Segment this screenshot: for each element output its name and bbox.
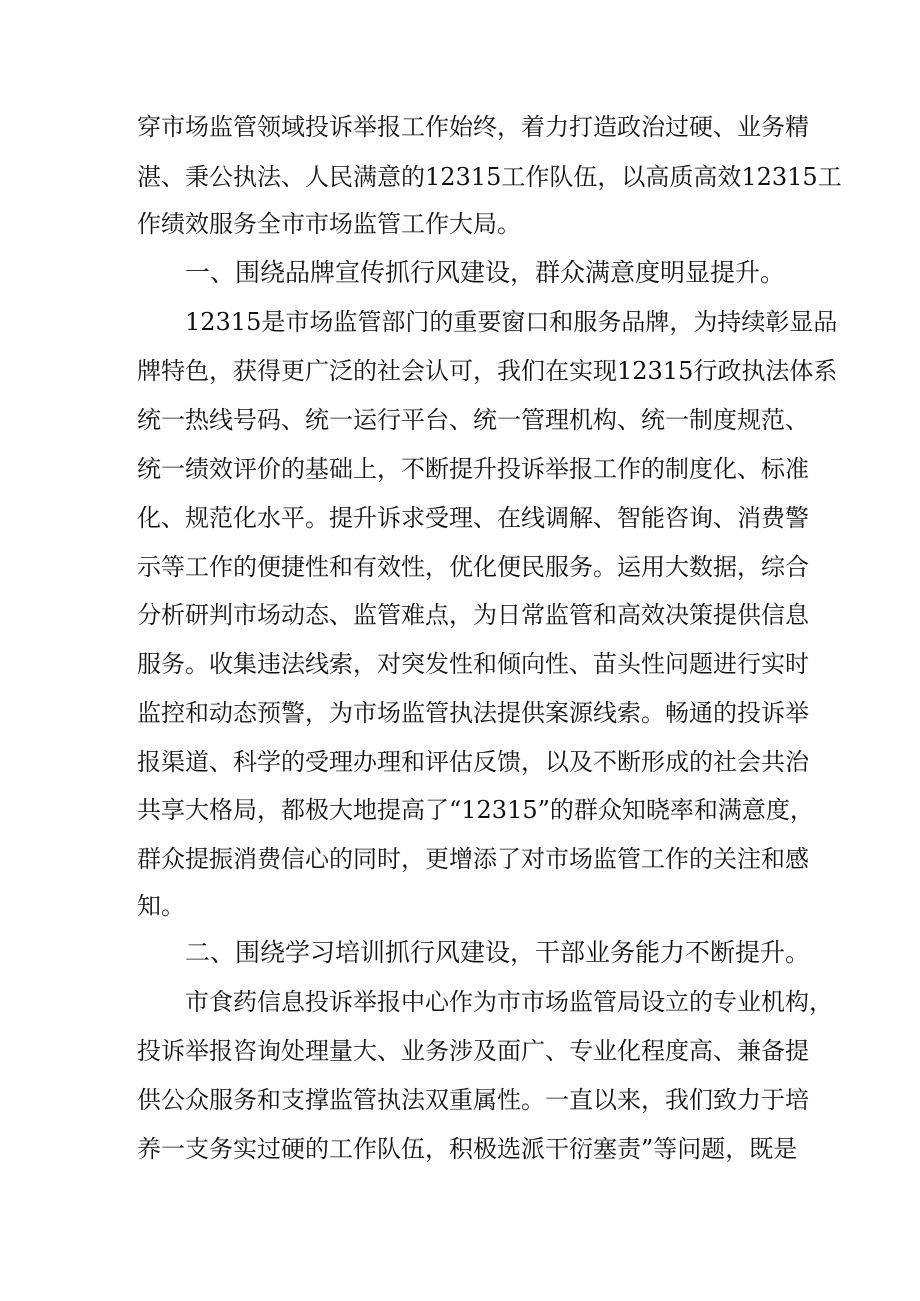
intro-line-2: 湛、秉公执法、人民满意的12315工作队伍，以高质高效12315工 xyxy=(137,163,842,191)
section-1-heading: 一、围绕品牌宣传抓行风建设，群众满意度明显提升。 xyxy=(185,258,786,287)
section-1-line-13: 知。 xyxy=(137,892,185,920)
section-2-line-3: 供公众服务和支撑监管执法双重属性。一直以来，我们致力于培 xyxy=(137,1086,809,1114)
section-1-line-8: 服务。收集违法线索，对突发性和倾向性、苗头性问题进行实时 xyxy=(137,650,809,678)
section-2-heading: 二、围绕学习培训抓行风建设，干部业务能力不断提升。 xyxy=(185,938,811,967)
section-2-line-1: 市食药信息投诉举报中心作为市市场监管局设立的专业机构， xyxy=(185,988,833,1016)
section-1-line-6: 示等工作的便捷性和有效性，优化便民服务。运用大数据，综合 xyxy=(137,553,809,581)
section-1-line-2: 牌特色，获得更广泛的社会认可，我们在实现12315行政执法体系 xyxy=(137,357,838,385)
section-1-line-5: 化、规范化水平。提升诉求受理、在线调解、智能咨询、消费警 xyxy=(137,504,809,532)
section-2-line-2: 投诉举报咨询处理量大、业务涉及面广、专业化程度高、兼备提 xyxy=(137,1037,809,1065)
section-1-line-11: 共享大格局，都极大地提高了“12315”的群众知晓率和满意度， xyxy=(137,796,814,824)
intro-line-1: 穿市场监管领域投诉举报工作始终，着力打造政治过硬、业务精 xyxy=(137,113,809,141)
section-2-line-4: 养一支务实过硬的工作队伍，积极选派干衍塞责”等问题，既是 xyxy=(137,1135,798,1163)
section-1-line-9: 监控和动态预警，为市场监管执法提供案源线索。畅通的投诉举 xyxy=(137,699,809,727)
section-1-line-1: 12315是市场监管部门的重要窗口和服务品牌，为持续彰显品 xyxy=(185,308,838,336)
intro-line-3: 作绩效服务全市市场监管工作大局。 xyxy=(137,210,521,238)
section-1-line-10: 报渠道、科学的受理办理和评估反馈，以及不断形成的社会共治 xyxy=(137,748,809,776)
section-1-line-4: 统一绩效评价的基础上，不断提升投诉举报工作的制度化、标准 xyxy=(137,455,809,483)
section-1-line-3: 统一热线号码、统一运行平台、统一管理机构、统一制度规范、 xyxy=(137,406,809,434)
section-1-line-7: 分析研判市场动态、监管难点，为日常监管和高效决策提供信息 xyxy=(137,601,809,629)
section-1-line-12: 群众提振消费信心的同时，更增添了对市场监管工作的关注和感 xyxy=(137,845,809,873)
